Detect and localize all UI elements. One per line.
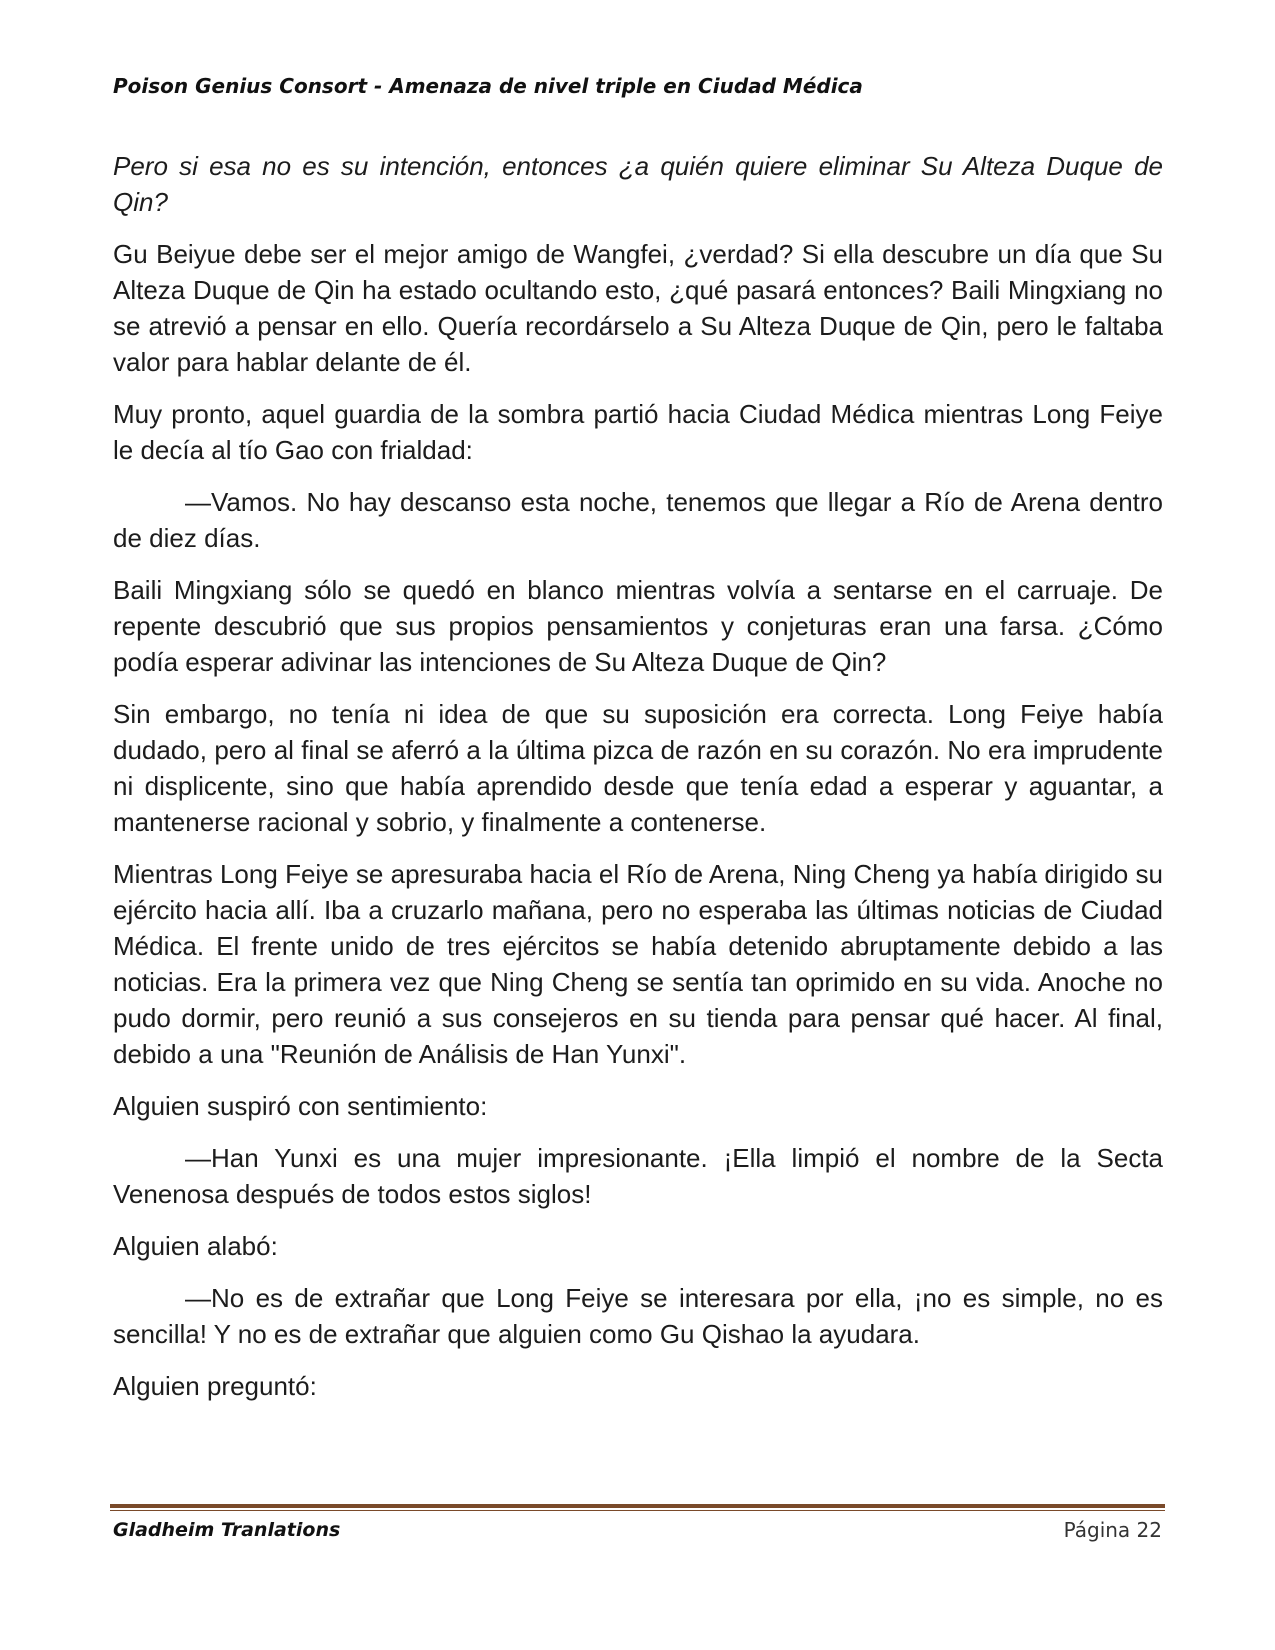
paragraph-9: Alguien preguntó:	[113, 1371, 317, 1401]
dialogue-3: —No es de extrañar que Long Feiye se interesara por ella, ¡no es simple, no es sencilla! Y no es de extrañar que alguien como Gu Qishao la ayudara.	[113, 1283, 1163, 1349]
dialogue-2: —Han Yunxi es una mujer impresionante. ¡Ella limpió el nombre de la Secta Venenosa después de todos estos siglos!	[113, 1143, 1163, 1209]
page-body	[113, 148, 1163, 1420]
paragraph-8: Alguien alabó:	[113, 1231, 278, 1261]
footer-divider	[110, 1504, 1165, 1511]
paragraph-3: Muy pronto, aquel guardia de la sombra partió hacia Ciudad Médica mientras Long Feiye le decía al tío Gao con frialdad:	[113, 399, 1163, 465]
footer-publisher: Gladheim Tranlations	[113, 1519, 341, 1541]
running-header: Poison Genius Consort - Amenaza de nivel triple en Ciudad Médica	[113, 74, 863, 98]
paragraph-4: Baili Mingxiang sólo se quedó en blanco mientras volvía a sentarse en el carruaje. De repente descubrió que sus propios pensamientos y conjeturas eran una farsa. ¿Cómo podía esperar adivinar las intenciones de Su Alteza Duque de Qin?	[113, 575, 1163, 677]
dialogue-1: —Vamos. No hay descanso esta noche, tenemos que llegar a Río de Arena dentro de diez días.	[113, 487, 1163, 553]
page-number: 22	[1136, 1518, 1162, 1542]
paragraph-6: Mientras Long Feiye se apresuraba hacia el Río de Arena, Ning Cheng ya había dirigido su ejército hacia allí. Iba a cruzarlo mañana, pero no esperaba las últimas noticias de Ciudad Médica. El frente unido de tres ejércitos se había detenido abruptamente debido a las noticias. Era la primera vez que Ning Cheng se sentía tan oprimido en su vida. Anoche no pudo dormir, pero reunió a sus consejeros en su tienda para pensar qué hacer. Al final, debido a una "Reunión de Análisis de Han Yunxi".	[113, 859, 1163, 1069]
paragraph-2: Gu Beiyue debe ser el mejor amigo de Wangfei, ¿verdad? Si ella descubre un día que Su Alteza Duque de Qin ha estado ocultando esto, ¿qué pasará entonces? Baili Mingxiang no se atrevió a pensar en ello. Quería recordárselo a Su Alteza Duque de Qin, pero le faltaba valor para hablar delante de él.	[113, 239, 1163, 377]
paragraph-7: Alguien suspiró con sentimiento:	[113, 1091, 488, 1121]
footer-page-indicator	[1064, 1518, 1162, 1542]
paragraph-5: Sin embargo, no tenía ni idea de que su suposición era correcta. Long Feiye había dudado, pero al final se aferró a la última pizca de razón en su corazón. No era imprudente ni displicente, sino que había aprendido desde que tenía edad a esperar y aguantar, a mantenerse racional y sobrio, y finalmente a contenerse.	[113, 699, 1163, 837]
paragraph-1: Pero si esa no es su intención, entonces ¿a quién quiere eliminar Su Alteza Duque de Qin?	[113, 151, 1163, 217]
page-label: Página	[1063, 1518, 1131, 1542]
